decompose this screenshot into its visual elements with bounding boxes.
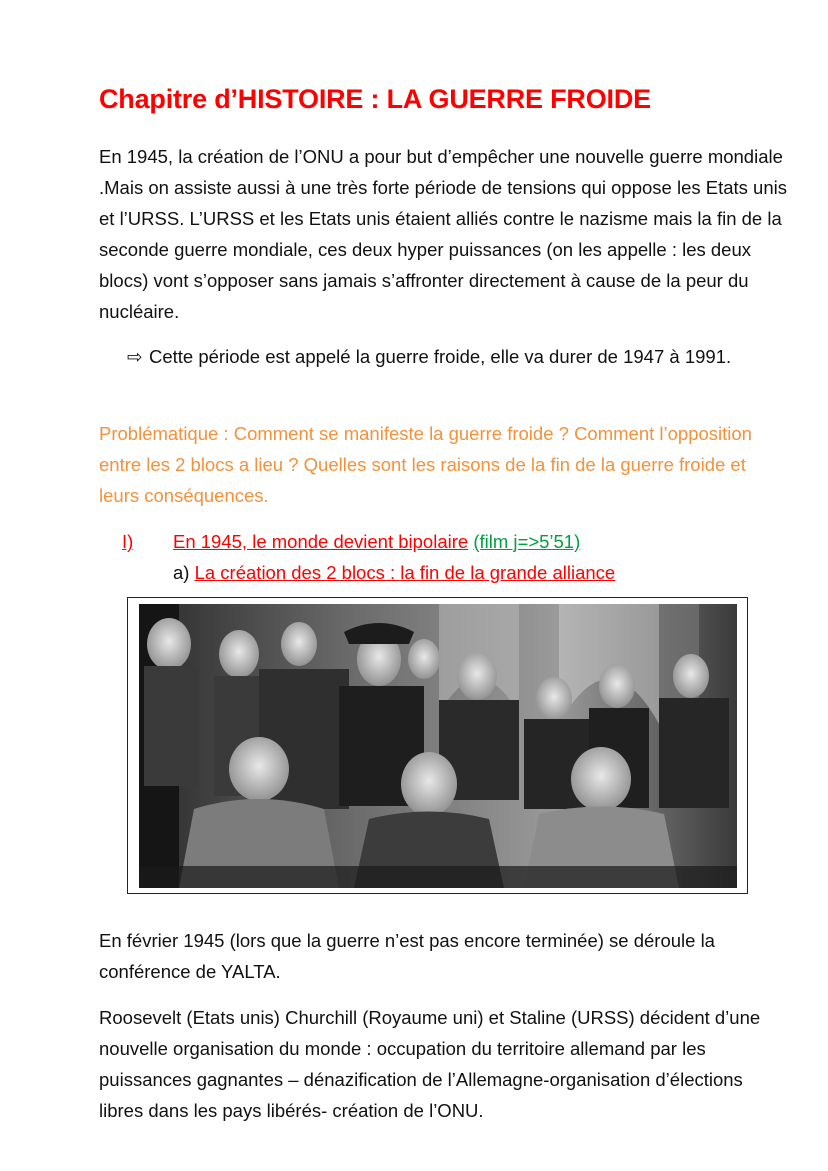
intro-paragraph: En 1945, la création de l’ONU a pour but d’empêcher une nouvelle guerre mondiale .Mais on assiste aussi à une très forte période de tensions qui oppose les Etats unis et l’URSS. L’URSS et les Etats unis étaient alliés contre le nazisme mais la fin de la seconde guerre mondiale, ces deux hyper puissances (on les appelle : les deux blocs) vont s’opposer sans jamais s’affronter directement à cause de la peur du nucléaire. [99,146,787,322]
section-heading-1 [122,526,580,557]
yalta-photo-illustration [139,604,737,888]
subsection-title: La création des 2 blocs : la fin de la grande alliance [194,562,616,583]
page-title: Chapitre d’HISTOIRE : LA GUERRE FROIDE [99,84,651,114]
arrow-bullet-text: Cette période est appelé la guerre froide, elle va durer de 1947 à 1991. [149,346,732,367]
problematique-paragraph: Problématique : Comment se manifeste la guerre froide ? Comment l’opposition entre les 2 blocs a lieu ? Quelles sont les raisons de la fin de la guerre froide et leurs conséquences. [99,423,752,506]
film-note: (film j=>5’51) [473,531,581,552]
subsection-label: a) [173,562,190,583]
section-number: I) [122,531,134,552]
decision-paragraph: Roosevelt (Etats unis) Churchill (Royaume uni) et Staline (URSS) décident d’une nouvelle organisation du monde : occupation du territoire allemand par les puissances gagnantes – dénazification de l’Allemagne-organisation d’élections libres dans les pays libérés- création de l’ONU. [99,1007,761,1121]
photo-frame [127,597,748,894]
subsection-heading-a [173,557,615,588]
right-arrow-icon: ⇨ [127,346,143,367]
section-title: En 1945, le monde devient bipolaire [173,531,469,552]
arrow-bullet-item [127,341,789,372]
yalta-paragraph: En février 1945 (lors que la guerre n’est pas encore terminée) se déroule la conférence de YALTA. [99,930,715,982]
yalta-conference-photo [139,604,737,888]
